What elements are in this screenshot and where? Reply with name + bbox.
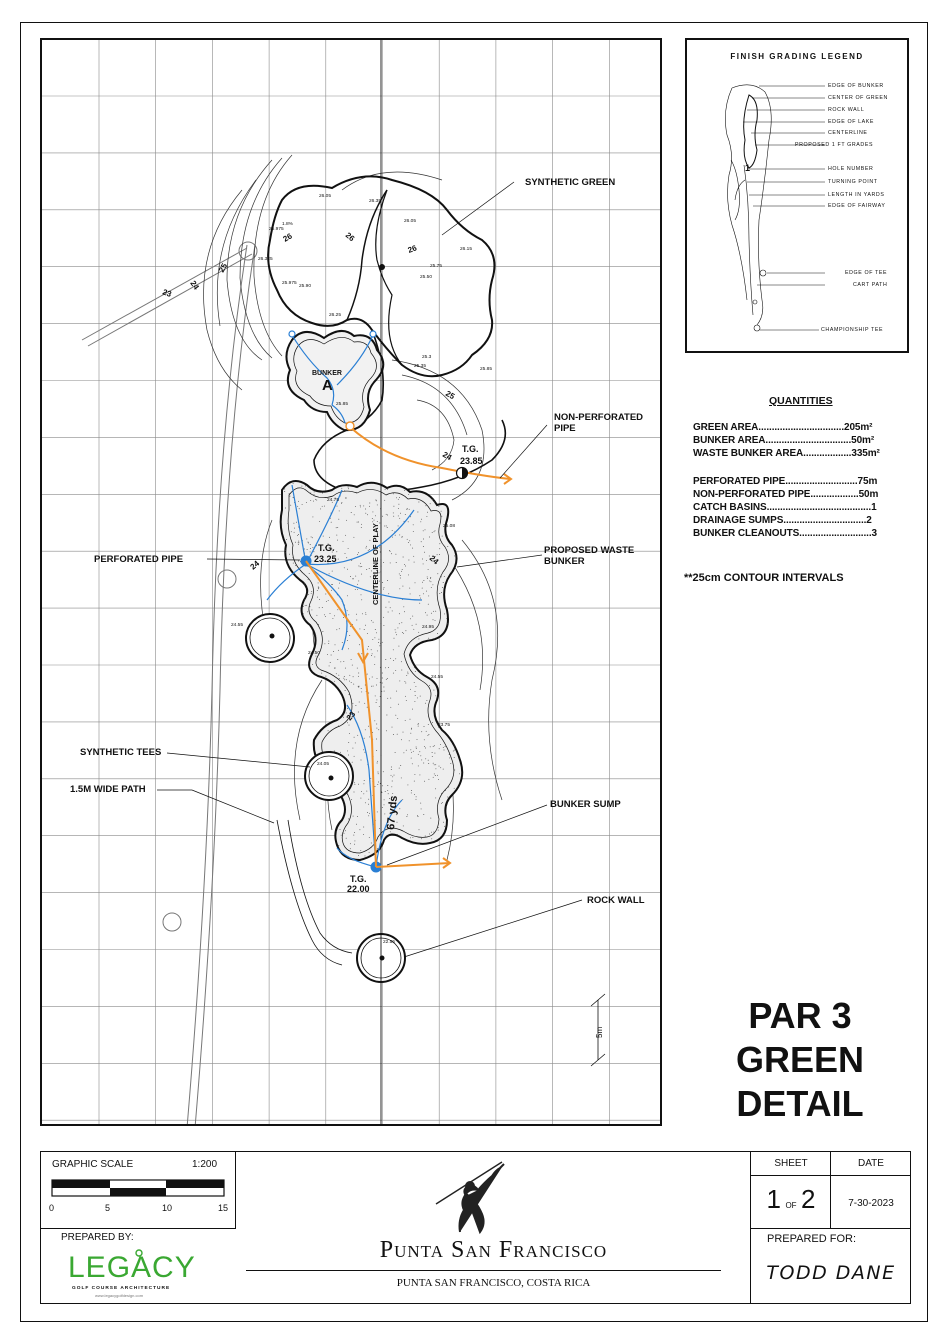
callout-bunker-sump: BUNKER SUMP [550,799,621,810]
sheet-title-line-3: DETAIL [736,1083,864,1124]
sheet-number-total: 2 [801,1184,816,1214]
legend-item-edge-of-tee: EDGE OF TEE [845,270,888,276]
spot-elevation: 23.75 [438,723,451,728]
sheet-number [751,1184,831,1215]
legend-item-championship-tee: CHAMPIONSHIP TEE [821,327,884,333]
spot-elevation: 26.15 [460,247,473,252]
spot-elevation: 26.25 [329,313,342,318]
contour-label: 23 [161,287,173,299]
tg-sump-value: 22.00 [347,884,370,894]
contour-label: 24 [427,553,441,567]
spot-elevation: 26.05 [404,219,417,224]
spot-elevation: 25.975 [269,227,284,232]
quantity-catch-basins: CATCH BASINS.......................................1 [693,502,877,513]
project-name: Punta San Francisco [379,1237,608,1263]
compass-logo-icon [124,1247,154,1287]
scale-dimension-label: 5m [595,1026,604,1038]
spot-elevation: 26.05 [319,194,332,199]
firm-web: www.legacygolfdesign.com [95,1293,144,1298]
legend-item-cart-path: CART PATH [853,282,888,288]
graphic-scale-bar [50,1178,230,1204]
scale-tick-5: 5 [105,1203,111,1213]
quantity-perforated-pipe: PERFORATED PIPE...........................75m [693,476,878,487]
spot-elevation: 25.75 [430,264,443,269]
date-value: 7-30-2023 [848,1198,894,1209]
quantity-non-perforated-pipe: NON-PERFORATED PIPE..................50m [693,489,879,500]
scale-tick-10: 10 [162,1203,173,1213]
spot-elevation: 25.85 [480,367,493,372]
spot-elevation: 25.85 [336,402,349,407]
project-divider [246,1270,721,1271]
spot-elevation: 26.35 [369,199,382,204]
firm-subtitle: GOLF COURSE ARCHITECTURE [72,1286,171,1291]
callout-synthetic-green: SYNTHETIC GREEN [525,177,616,188]
callout-perforated-pipe: PERFORATED PIPE [94,554,184,565]
contour-label: 26 [406,243,419,255]
tg-bunker-prefix: T.G. [318,543,335,553]
contour-interval-note: **25cm CONTOUR INTERVALS [684,572,844,584]
contour-label: 26 [343,230,357,244]
legend-item-centerline: CENTERLINE [828,130,868,136]
spot-elevation: 25.90 [299,284,312,289]
sheet-of: OF [785,1201,797,1210]
contour-label: 26 [281,231,294,244]
quantity-bunker-area: BUNKER AREA................................50m² [693,435,875,446]
quantity-waste-bunker-area: WASTE BUNKER AREA..................335m² [693,448,880,459]
plan-drawing [42,40,662,1126]
spot-elevation: 1.8% [282,222,293,227]
spot-elevation: 25.35 [414,364,427,369]
firm-logo: LEGACY [68,1251,196,1284]
legend-item-rock-wall: ROCK WALL [828,107,865,113]
spot-elevation: 24.75 [327,498,340,503]
client-name: TODD DANE [766,1262,896,1284]
spot-elevation: 24.55 [231,623,244,628]
legend-item-center-of-green: CENTER OF GREEN [828,95,888,101]
tg-sump-prefix: T.G. [350,874,367,884]
spot-elevation: 24.95 [422,625,435,630]
spot-elevation: 24.05 [317,762,330,767]
contour-label: 25 [216,261,230,274]
sheet-title-line-2: GREEN [735,1039,865,1080]
spot-elevation: 24.50 [308,651,321,656]
sheet-number-current: 1 [766,1184,781,1214]
golfer-logo-icon [430,1160,515,1238]
tg-green-value: 23.85 [460,456,483,466]
spot-elevation: 25.08 [443,524,456,529]
quantity-bunker-cleanouts: BUNKER CLEANOUTS...........................3 [693,528,877,539]
scale-tick-15: 15 [218,1203,229,1213]
callout-wide-path: 1.5M WIDE PATH [70,784,146,795]
contour-label: 25 [444,388,457,402]
bunker-letter: A [322,377,333,394]
spot-elevation: 25.50 [420,275,433,280]
legend-item-edge-of-lake: EDGE OF LAKE [828,119,875,125]
tg-green-prefix: T.G. [462,444,479,454]
legend-item-hole-number: HOLE NUMBER [828,166,874,172]
legend-item-edge-of-fairway: EDGE OF FAIRWAY [828,203,886,209]
callout-synthetic-tees: SYNTHETIC TEES [80,747,162,758]
quantity-green-area: GREEN AREA................................205m² [693,422,873,433]
bunker-label: BUNKER [312,370,342,377]
yardage-label: 67 yds [385,795,400,831]
sheet-label: SHEET [774,1158,808,1169]
spot-elevation: 22.55 [383,940,396,945]
scale-tick-0: 0 [49,1203,55,1213]
legend-item-edge-of-bunker: EDGE OF BUNKER [828,83,884,89]
callout-rock-wall: ROCK WALL [587,895,645,906]
centerline-label: CENTERLINE OF PLAY [371,523,380,605]
date-label: DATE [858,1158,884,1169]
graphic-scale-label: GRAPHIC SCALE [52,1159,134,1170]
callout-non-perforated-pipe: NON-PERFORATED PIPE [554,412,644,434]
scale-ratio: 1:200 [192,1159,218,1170]
contour-label: 24 [441,449,454,463]
catch-basin [457,468,468,479]
legend-hole-number: 1 [745,163,751,173]
spot-elevation: 25.975 [282,281,297,286]
legend-title: FINISH GRADING LEGEND [730,52,864,61]
legend-item-proposed-grades: PROPOSED 1 FT GRADES [795,142,874,148]
callout-proposed-waste-bunker: PROPOSED WASTE BUNKER [544,545,635,567]
quantity-drainage-sumps: DRAINAGE SUMPS...............................2 [693,515,872,526]
sheet-title-line-1: PAR 3 [748,995,852,1036]
spot-elevation: 25.3 [422,355,432,360]
tg-bunker-value: 23.25 [314,554,337,564]
contour-label: 24 [248,558,262,572]
project-location: PUNTA SAN FRANCISCO, COSTA RICA [396,1277,591,1289]
contour-label: 24 [188,278,201,292]
spot-elevation: 26.325 [258,257,273,262]
prepared-by-label: PREPARED BY: [61,1232,134,1243]
legend-item-length-in-yards: LENGTH IN YARDS [828,192,885,198]
quantities-title: QUANTITIES [769,395,833,407]
plan-view [40,38,662,1126]
finish-grading-legend [685,38,909,353]
contour-label: 23 [344,709,358,723]
spot-elevation: 24.55 [431,675,444,680]
prepared-for-label: PREPARED FOR: [767,1233,857,1245]
legend-item-turning-point: TURNING POINT [828,179,878,185]
